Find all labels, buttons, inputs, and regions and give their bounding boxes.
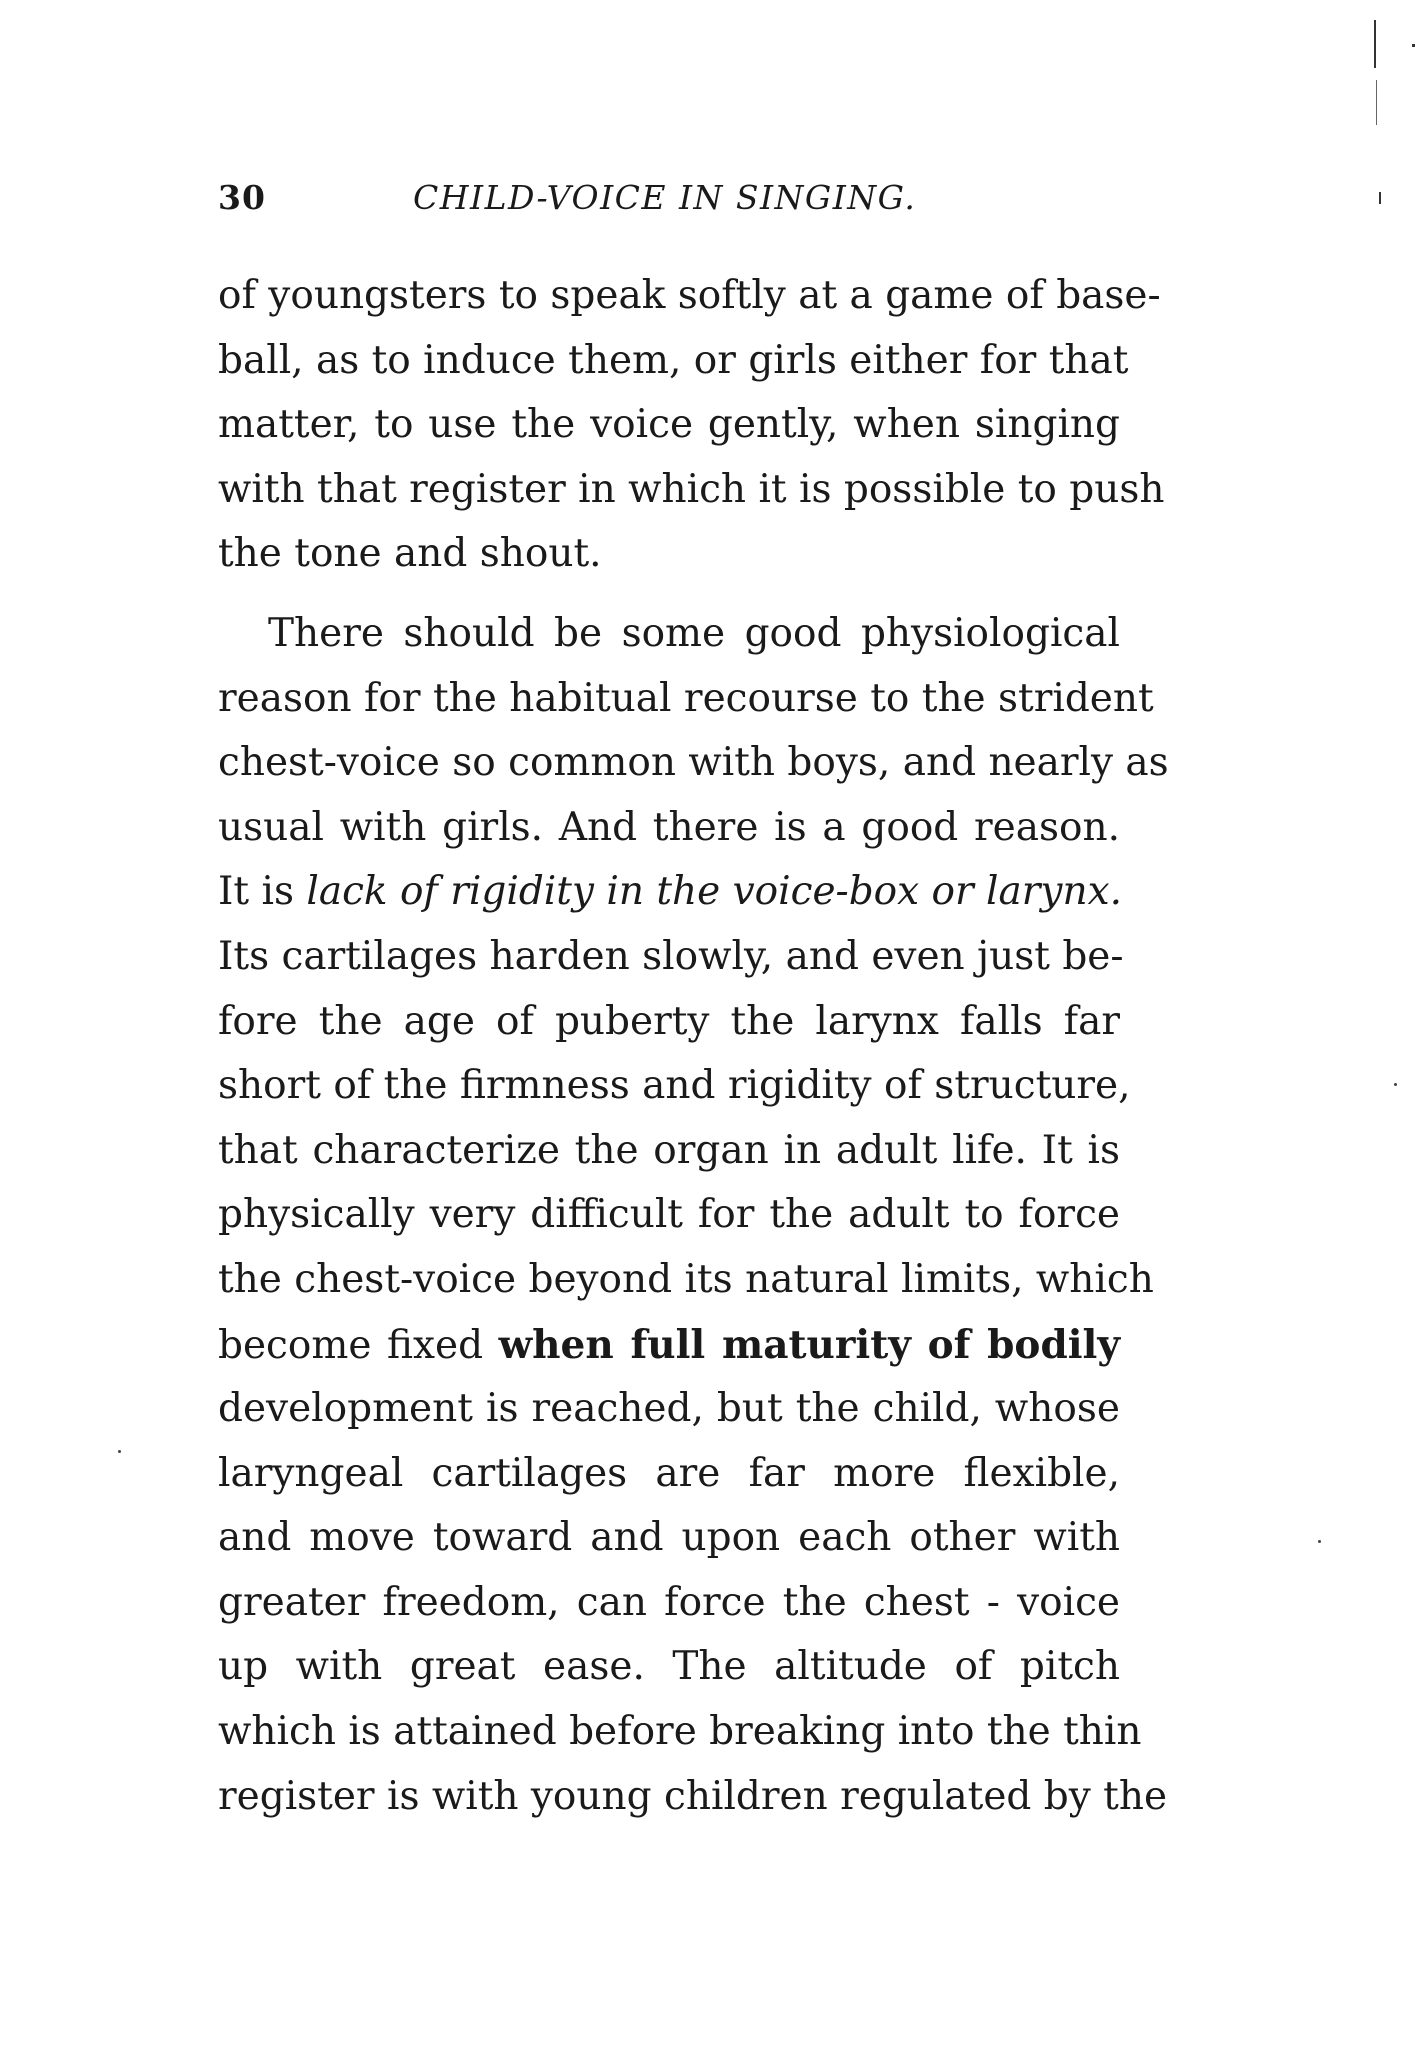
text-line: reason for the habitual recourse to the strident [218, 675, 1154, 721]
text-line: that characterize the organ in adult life. It is [218, 1127, 1120, 1173]
text-line: usual with girls. And there is a good reason. [218, 804, 1120, 850]
text-line: of youngsters to speak softly at a game of base- [218, 273, 1161, 318]
text-line: and move toward and upon each other with [218, 1515, 1120, 1561]
scan-speck [118, 1450, 121, 1453]
text-line: fore the age of puberty the larynx falls far [218, 998, 1120, 1044]
text-line: chest-voice so common with boys, and nearly as [218, 740, 1169, 786]
running-head: CHILD-VOICE IN SINGING. [413, 178, 917, 217]
italic-emphasis: lack of rigidity in the voice-box or larynx. [306, 869, 1122, 915]
scan-edge-mark [1379, 192, 1381, 204]
text-line: There should be some good physiological [268, 610, 1120, 656]
text-line [218, 860, 1120, 925]
text-line: which is attained before breaking into the thin [218, 1709, 1142, 1755]
text-line: with that register in which it is possible to push [218, 466, 1165, 512]
bold-emphasis: when full maturity of bodily [498, 1321, 1121, 1368]
text-line: Its cartilages harden slowly, and even just be- [218, 933, 1124, 979]
page-number: 30 [218, 178, 266, 217]
text-line: the tone and shout. [218, 531, 602, 577]
paragraph-1 [218, 264, 1165, 587]
text-line: matter, to use the voice gently, when singing [218, 402, 1120, 448]
text-line: the chest-voice beyond its natural limits, which [218, 1256, 1154, 1302]
text-span: become fixed [218, 1322, 499, 1368]
scan-speck [1412, 44, 1415, 47]
text-line: development is reached, but the child, whose [218, 1386, 1120, 1432]
text-line: laryngeal cartilages are far more flexible, [218, 1450, 1120, 1496]
paragraph-gap [218, 587, 1120, 602]
text-line [218, 1313, 1120, 1378]
text-line: up with great ease. The altitude of pitch [218, 1644, 1120, 1690]
scan-speck [1394, 1083, 1397, 1086]
text-line: register is with young children regulated by the [218, 1773, 1168, 1819]
scan-edge-mark [1376, 80, 1377, 125]
paragraph-2 [218, 602, 1169, 1829]
text-line: greater freedom, can force the chest - voice [218, 1579, 1120, 1625]
text-line: short of the firmness and rigidity of structure, [218, 1063, 1131, 1109]
text-line: ball, as to induce them, or girls either for that [218, 337, 1129, 383]
text-line: physically very difficult for the adult to force [218, 1192, 1120, 1238]
scan-edge-mark [1374, 20, 1376, 68]
scan-speck [1318, 1540, 1321, 1543]
text-span: It is [218, 869, 307, 915]
body-text [218, 264, 1169, 1829]
page-header [218, 170, 1118, 220]
